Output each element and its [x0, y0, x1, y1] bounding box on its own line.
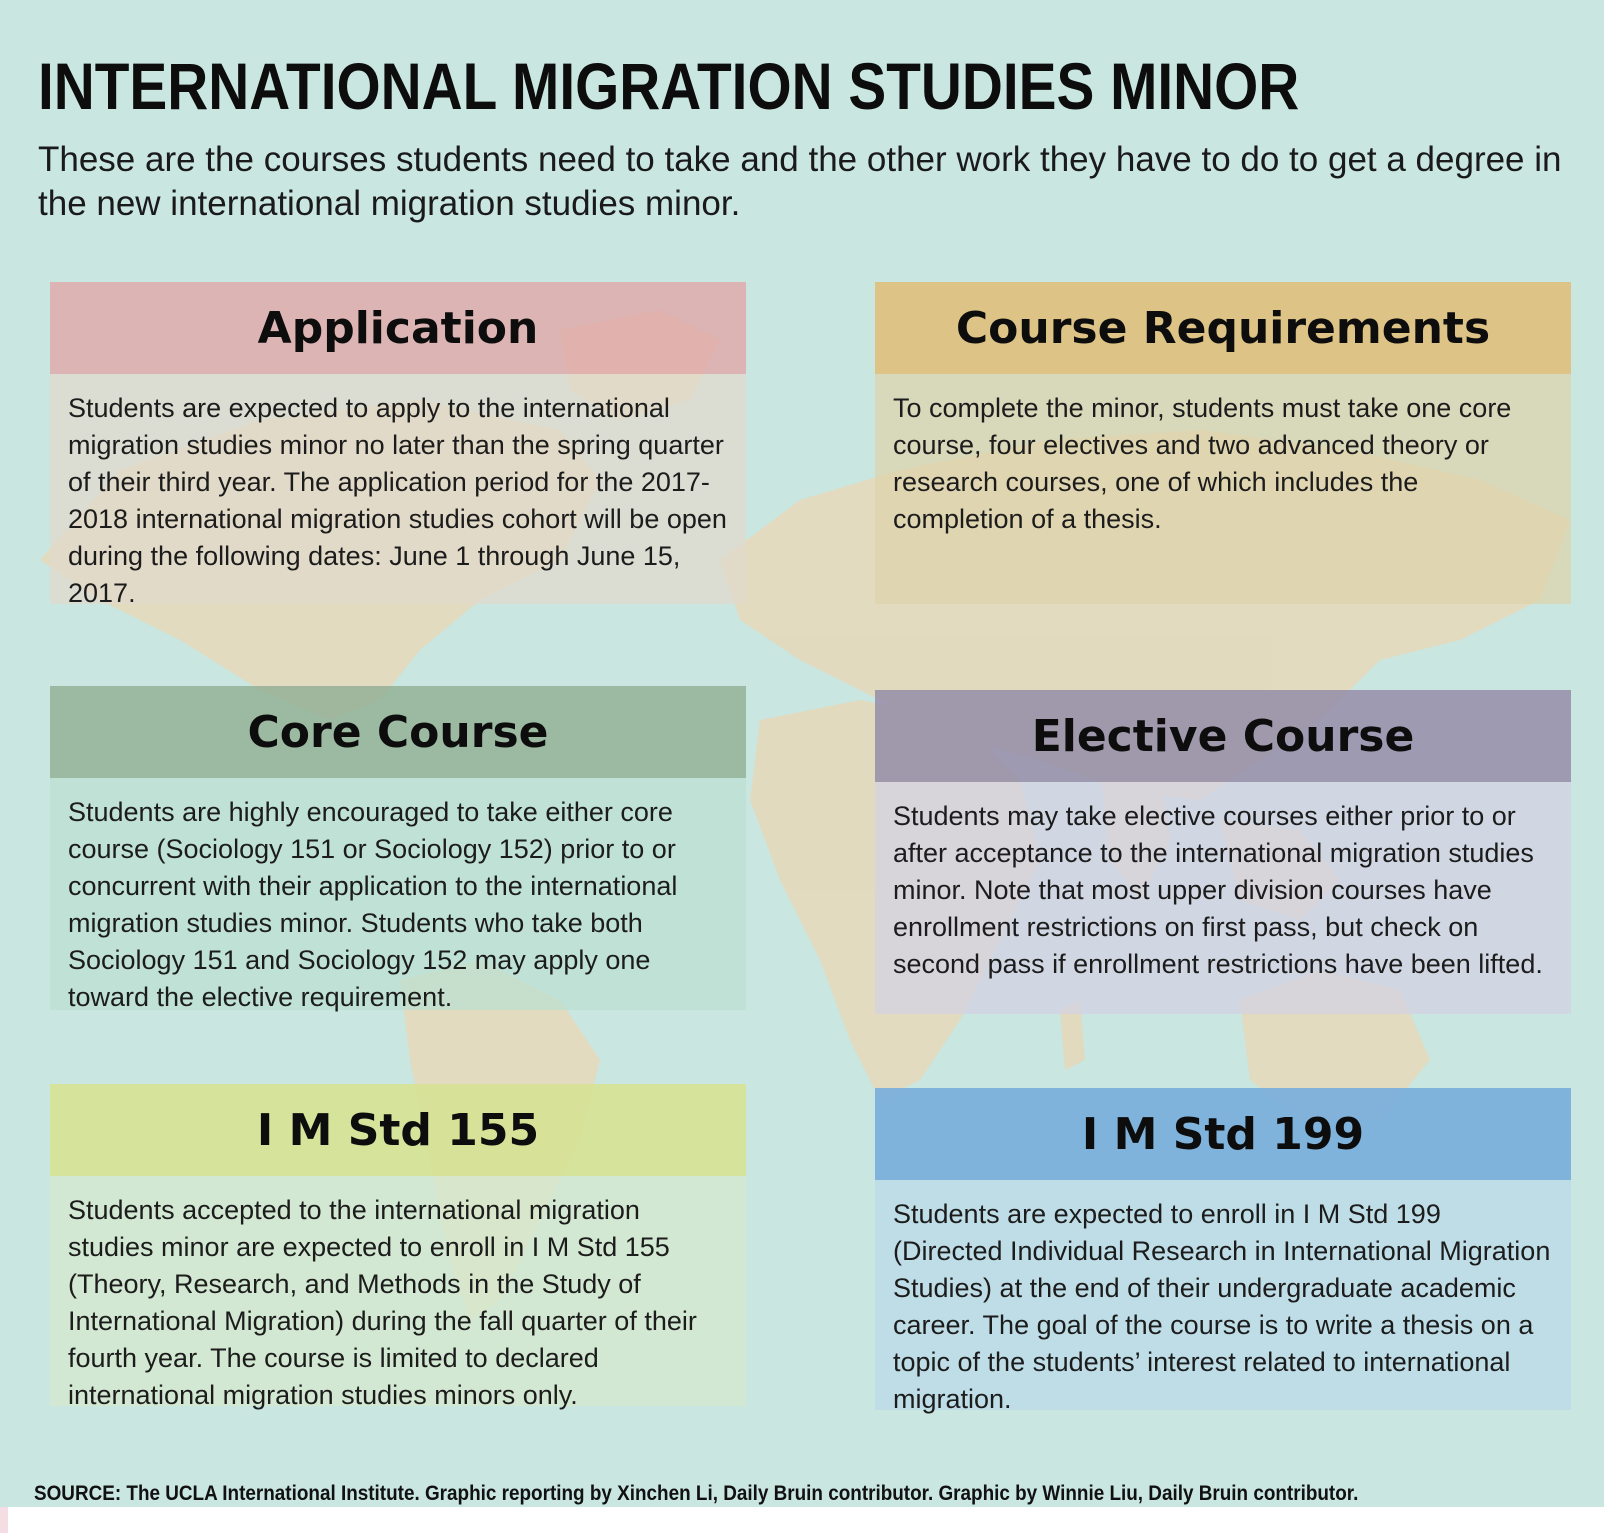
card-heading: I M Std 199 [875, 1088, 1571, 1180]
card-text: Students accepted to the international migration studies minor are expected to enroll in I M Std 155 (Theory, Research, and Methods in the Study of International Migration) during the fall quarter of their fourth year. The course is limited to declared international migration studies minors only. [50, 1176, 746, 1406]
card-text: Students are highly encouraged to take either core course (Sociology 151 or Sociology 152) prior to or concurrent with their application to the international migration studies minor. Students who take both Sociology 151 and Sociology 152 may apply one toward the elective requirement. [50, 778, 746, 1010]
im-std-199-card [875, 1088, 1571, 1414]
core-course-card [50, 686, 746, 1010]
page-subtitle: These are the courses students need to take and the other work they have to do to get a degree in the new international migration studies minor. [38, 140, 1562, 223]
card-text: To complete the minor, students must take one core course, four electives and two advanced theory or research courses, one of which includes the completion of a thesis. [875, 374, 1571, 604]
card-heading: Application [50, 282, 746, 374]
card-heading: I M Std 155 [50, 1084, 746, 1176]
card-heading: Core Course [50, 686, 746, 778]
card-text: Students are expected to apply to the international migration studies minor no later than the spring quarter of their third year. The application period for the 2017-2018 international migration studies cohort will be open during the following dates: June 1 through June 15, 2017. [50, 374, 746, 604]
source-credit: SOURCE: The UCLA International Institute. Graphic reporting by Xinchen Li, Daily Bruin contributor. Graphic by Winnie Liu, Daily Bruin contributor. [34, 1482, 1359, 1505]
card-heading: Course Requirements [875, 282, 1571, 374]
page-edge-strip [0, 1507, 8, 1533]
card-text: Students are expected to enroll in I M Std 199 (Directed Individual Research in International Migration Studies) at the end of their undergraduate academic career. The goal of the course is to write a thesis on a topic of the students’ interest related to international migration. [875, 1180, 1571, 1410]
card-text: Students may take elective courses either prior to or after acceptance to the international migration studies minor. Note that most upper division courses have enrollment restrictions on first pass, but check on second pass if enrollment restrictions have been lifted. [875, 782, 1571, 1014]
application-card [50, 282, 746, 608]
card-heading: Elective Course [875, 690, 1571, 782]
elective-course-card [875, 690, 1571, 1014]
page-title: INTERNATIONAL MIGRATION STUDIES MINOR [38, 49, 1300, 123]
im-std-155-card [50, 1084, 746, 1410]
course-requirements-card [875, 282, 1571, 604]
